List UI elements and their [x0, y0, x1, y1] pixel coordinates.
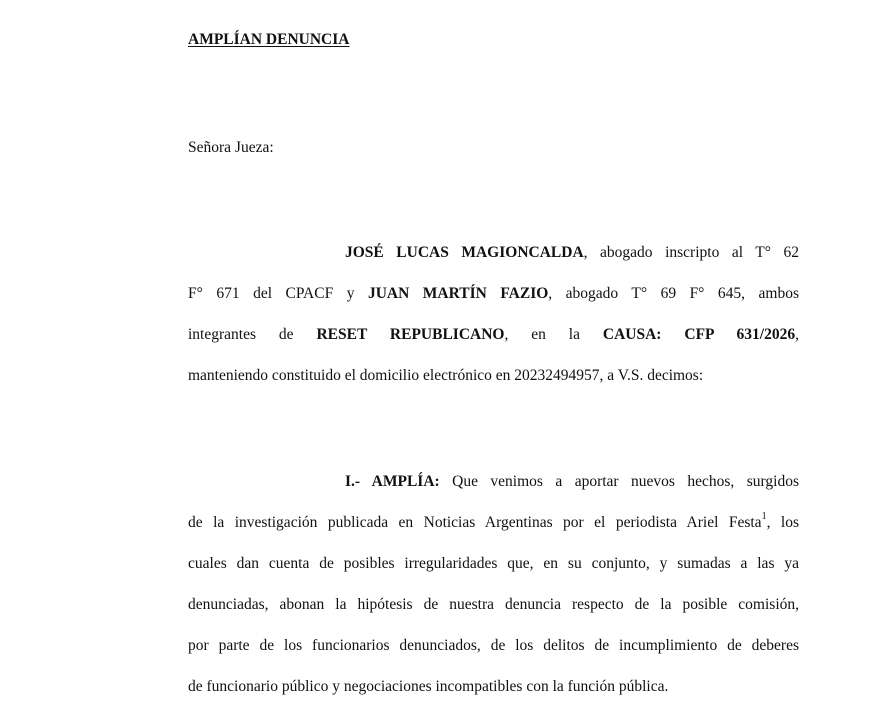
- text-span: F° 671 del CPACF y: [188, 285, 368, 302]
- text-span: , en la: [504, 326, 603, 343]
- salutation: Señora Jueza:: [188, 139, 274, 156]
- text-span: denunciadas, abonan la hipótesis de nuestra denuncia respecto de la posible comisión,: [188, 596, 799, 613]
- case-number: CAUSA: CFP 631/2026: [602, 326, 796, 343]
- lawyer-name-1: JOSÉ LUCAS MAGIONCALDA: [345, 244, 584, 261]
- paragraph-amplia: [188, 472, 799, 718]
- organization-name: RESET REPUBLICANO: [316, 326, 505, 343]
- text-span: de funcionario público y negociaciones incompatibles con la función pública.: [188, 678, 669, 695]
- document-title: AMPLÍAN DENUNCIA: [188, 31, 350, 48]
- paragraph-line: [188, 636, 799, 677]
- text-span: cuales dan cuenta de posibles irregularidades que, en su conjunto, y sumadas a las ya: [188, 555, 799, 572]
- paragraph-line: [188, 472, 799, 513]
- paragraph-line: [188, 554, 799, 595]
- paragraph-line: [188, 243, 799, 284]
- paragraph-line: [188, 677, 799, 718]
- lawyer-name-2: JUAN MARTÍN FAZIO: [367, 285, 549, 302]
- paragraph-line: [188, 595, 799, 636]
- text-span: , abogado T° 69 F° 645, ambos: [548, 285, 799, 302]
- footnote-reference[interactable]: 1: [761, 510, 767, 522]
- paragraph-line: [188, 366, 799, 407]
- text-span: ,: [795, 326, 799, 343]
- paragraph-line: [188, 325, 799, 366]
- text-span: manteniendo constituido el domicilio electrónico en 20232494957, a V.S. decimos:: [188, 367, 704, 384]
- paragraph-parties: [188, 243, 799, 407]
- text-span: por parte de los funcionarios denunciados, de los delitos de incumplimiento de deberes: [188, 637, 799, 654]
- paragraph-line: [188, 284, 799, 325]
- text-span: Que venimos a aportar nuevos hechos, surgidos: [439, 473, 799, 490]
- text-span: de la investigación publicada en Noticias Argentinas por el periodista Ariel Festa: [188, 514, 762, 531]
- text-span: , abogado inscripto al T° 62: [583, 244, 799, 261]
- text-span: integrantes de: [188, 326, 317, 343]
- paragraph-line: [188, 510, 799, 554]
- text-span: , los: [766, 514, 799, 531]
- section-heading: I.- AMPLÍA:: [345, 473, 440, 490]
